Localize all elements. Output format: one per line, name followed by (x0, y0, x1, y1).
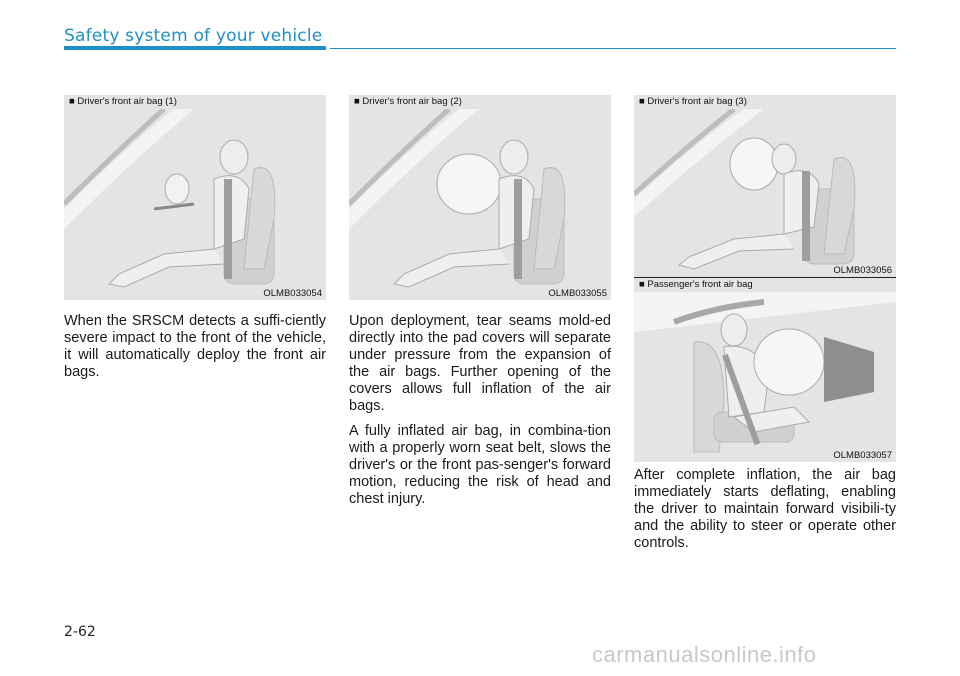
figure-code: OLMB033055 (548, 288, 607, 299)
figure-caption: ■ Driver's front air bag (3) (639, 96, 747, 107)
body-column-3 (634, 467, 896, 560)
driver-airbag-illustration (349, 109, 611, 300)
driver-airbag-illustration (64, 109, 326, 300)
driver-airbag-illustration (634, 109, 896, 277)
body-column-1 (64, 313, 326, 389)
figure-caption: ■ Passenger's front air bag (639, 279, 753, 290)
figure-caption: ■ Driver's front air bag (1) (69, 96, 177, 107)
page-number: 2-62 (64, 624, 96, 640)
header-bar (64, 46, 326, 50)
paragraph: Upon deployment, tear seams mold-ed directly into the pad covers will separate under pressure from the expansion of the air bags. Further opening of the covers allows full inflation of the air bags. (349, 313, 611, 414)
figure-code: OLMB033054 (263, 288, 322, 299)
passenger-airbag-illustration (634, 292, 896, 462)
body-column-2 (349, 313, 611, 516)
figure-code: OLMB033057 (833, 450, 892, 461)
figure-caption: ■ Driver's front air bag (2) (354, 96, 462, 107)
paragraph: After complete inflation, the air bag immediately starts deflating, enabling the driver to maintain forward visibili-ty and the ability to steer or operate other controls. (634, 467, 896, 551)
figure-code: OLMB033056 (833, 265, 892, 276)
header-rule (330, 48, 896, 49)
figure-driver-airbag-3 (634, 95, 896, 277)
figure-driver-airbag-2 (349, 95, 611, 300)
watermark: carmanualsonline.info (592, 642, 817, 667)
section-title: Safety system of your vehicle (64, 26, 323, 46)
paragraph: A fully inflated air bag, in combina-tion with a properly worn seat belt, slows the driver's or the front pas-senger's forward motion, reducing the risk of head and chest injury. (349, 423, 611, 507)
paragraph: When the SRSCM detects a suffi-ciently severe impact to the front of the vehicle, it will automatically deploy the front air bags. (64, 313, 326, 380)
figure-passenger-airbag (634, 278, 896, 462)
figure-driver-airbag-1 (64, 95, 326, 300)
